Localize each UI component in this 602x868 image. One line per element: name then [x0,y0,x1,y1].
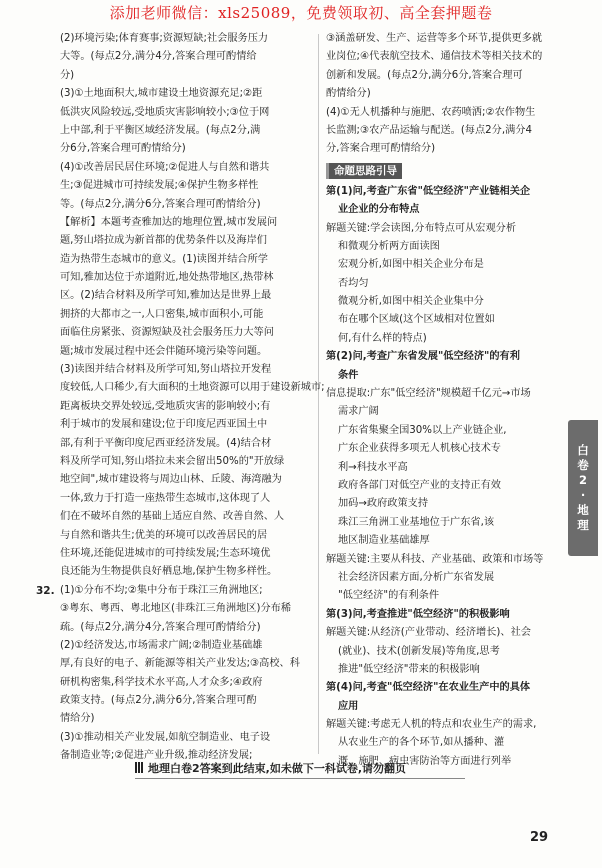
side-tab-char: 白 [577,443,589,457]
answer-line [60,159,312,177]
answer-line-text: 何,有什么样的特点) [338,332,427,344]
answer-line [326,716,556,734]
answer-line [60,251,312,269]
answer-line-text: 应用 [338,700,359,712]
answer-line-text: (3)①推动相关产业发展,如航空制造业、电子设 [60,731,271,743]
answer-line-text: 备制造业等;②促进产业升级,推动经济发展; [60,750,253,762]
end-note-text: 地理白卷2答案到此结束,如未做下一科试卷,请勿翻页 [148,762,407,775]
answer-line [60,453,312,471]
question-number: 32. [36,584,55,597]
answer-line-text: 社会经济因素方面,分析广东省发展 [338,571,495,583]
answer-line [326,238,556,256]
answer-line-text: 需求广阔 [338,406,379,418]
answer-line [60,545,312,563]
answer-line [60,416,312,434]
side-tab-char: 2 [578,473,587,487]
answer-line [60,674,312,692]
answer-line-text: "低空经济"的有利条件 [338,590,440,602]
answer-line [326,220,556,238]
answer-line-text: 分6分,答案合理可酌情给分) [60,143,186,155]
answer-line [60,379,325,397]
answer-line [326,643,556,661]
answer-line-text: 溉、施肥、病虫害防治等方面进行列举 [338,755,512,767]
answer-line-text: 解题关键:主要从科技、产业基础、政策和市场等 [326,553,544,565]
answer-line [60,104,312,122]
answer-line-text: 部,有利于平衡印度尼西亚经济发展。(4)结合材 [60,437,272,449]
answer-line [326,104,556,122]
answer-line-text: 第(4)问,考查"低空经济"在农业生产中的具体 [326,682,531,694]
answer-line-text: 题,努山塔拉成为新首都的优势条件以及海岸们 [60,235,267,247]
section-header [326,161,556,181]
column-divider [318,34,319,754]
answer-line-text: 政府各部门对低空产业的支持正有效 [338,479,501,491]
answer-line [326,477,556,495]
barcode-marks-icon [135,760,144,778]
answer-line-text: ③涵盖研发、生产、运营等多个环节,提供更多就 [326,33,543,44]
answer-line [326,85,556,103]
answer-line-text: 【解析】本题考查雅加达的地理位置,城市发展问 [60,216,278,228]
answer-line [326,661,556,679]
page-number: 29 [530,830,549,845]
answer-line [326,624,556,642]
answer-line [36,582,312,600]
answer-line-text: 从农业生产的各个环节,如从播种、灌 [338,737,505,749]
answer-line [60,361,312,379]
answer-line [60,490,312,508]
answer-line-text: 与自然和谐共生;优美的环境可以改善居民的居 [60,529,268,541]
answer-line [326,606,556,624]
answer-line-text: 条件 [338,369,359,381]
answer-line [326,514,556,532]
answer-line [60,729,312,747]
answer-line [60,269,312,287]
answer-line [60,655,312,673]
answer-line-text: 珠江三角洲工业基地位于广东省,该 [338,516,495,528]
answer-line-text: 业岗位;④代表航空技术、通信技术等相关技术的 [326,51,543,63]
answer-line-text: 题;城市发展过程中还会伴随环境污染等问题。 [60,345,268,357]
answer-line-text: (1)①分布不均;②集中分布于珠江三角洲地区; [60,584,263,596]
answer-line [326,495,556,513]
answer-line-text: (4)①改善居民居住环境;②促进人与自然和谐共 [60,161,270,173]
answer-line-text: 解题关键:从经济(产业带动、经济增长)、社会 [326,627,531,639]
answer-line-text: 良还能为生物提供良好栖息地,保护生物多样性。 [60,566,278,578]
end-of-answers-note [135,760,465,779]
answer-line-text: 和微观分析两方面读图 [338,240,440,252]
answer-line [60,48,312,66]
answer-line-text: 们在不破坏自然的基础上适应自然、改善自然、人 [60,511,285,523]
answer-line [326,293,556,311]
answer-line-text: (2)环境污染;体育赛事;资源短缺;社会服务压力 [60,33,269,44]
answer-line-text: 广东企业获得多项无人机核心技术专 [338,443,501,455]
answer-line [60,306,312,324]
answer-line [326,48,556,66]
answer-line [326,122,556,140]
answer-line [326,275,556,293]
answer-line-text: 第(1)问,考查广东省"低空经济"产业链相关企 [326,185,531,197]
answer-line [326,201,556,219]
answer-line [326,256,556,274]
answer-line [326,459,556,477]
answer-line-text: 研机构密集,科学技术水平高,人才众多;④政府 [60,676,263,688]
answer-line-text: 业企业的分布特点 [338,204,420,216]
answer-line-text: 利于城市的发展和建设;位于印度尼西亚国土中 [60,419,268,431]
answer-line-text: 疏。(每点2分,满分4分,答案合理可酌情给分) [60,621,261,633]
side-tab-char: · [580,488,586,502]
answer-line-text: 解题关键:考虑无人机的特点和农业生产的需求, [326,719,537,731]
answer-line-text: 第(3)问,考查推进"低空经济"的积极影响 [326,608,510,620]
answer-line-text: 政策支持。(每点2分,满分6分,答案合理可酌 [60,695,257,707]
answer-column-right [326,30,556,771]
answer-line [60,67,312,85]
answer-column-left [36,30,325,766]
answer-line-text: 微观分析,如图中相关企业集中分 [338,296,484,308]
answer-line-text: 信息提取:广东"低空经济"规模超千亿元→市场 [326,388,531,400]
answer-line-text: 等。(每点2分,满分6分,答案合理可酌情给分) [60,198,261,210]
answer-line [326,330,556,348]
answer-line-text: 否均匀 [338,277,369,289]
answer-line-text: (4)①无人机播种与施肥、农药喷洒;②农作物生 [326,106,536,118]
answer-line-text: 生;③促进城市可持续发展;④保护生物多样性 [60,180,259,192]
answer-line-text: 度较低,人口稀少,有大面积的土地资源可以用于建设新城市; [60,382,325,394]
side-tab-char: 地 [577,503,589,517]
answer-line [60,692,312,710]
subject-side-tab [568,420,598,556]
answer-line [326,403,556,421]
side-tab-char: 理 [577,518,589,532]
answer-line-text: 地区制造业基础雄厚 [338,535,430,547]
answer-line [60,710,312,728]
answer-line [326,140,556,158]
answer-line [60,600,312,618]
answer-line-text: 一体,致力于打造一座热带生态城市,这体现了人 [60,492,271,504]
section-header-label: 命题思路引导 [326,163,402,179]
answer-line-text: 可知,雅加达位于赤道附近,地处热带地区,热带林 [60,272,274,284]
answer-line [60,343,312,361]
answer-line [60,214,312,232]
answer-line [326,183,556,201]
side-tab-char: 卷 [577,458,589,472]
answer-line-text: 地空间",城市建设将与周边山林、丘陵、海湾融为 [60,474,282,486]
answer-line [326,440,556,458]
answer-line [326,67,556,85]
answer-line-text: 广东省集聚全国30%以上产业链企业, [338,424,507,436]
answer-line-text: 拥挤的大都市之一,人口密集,城市面积小,可能 [60,308,264,320]
answer-line-text: (就业)、技术(创新发展)等角度,思考 [338,645,500,657]
answer-line [326,698,556,716]
answer-line-text: 分,答案合理可酌情给分) [326,143,436,155]
answer-line-text: 宏观分析,如图中相关企业分布是 [338,259,484,271]
answer-line-text: 加码→政府政策支持 [338,498,429,510]
answer-line-text: 大等。(每点2分,满分4分,答案合理可酌情给 [60,51,257,63]
answer-line-text: 第(2)问,考查广东省发展"低空经济"的有利 [326,351,520,363]
answer-line-text: 厚,有良好的电子、新能源等相关产业发达;③高校、科 [60,658,300,670]
answer-line [326,422,556,440]
answer-line-text: 长监测;③农产品运输与配送。(每点2分,满分4 [326,124,532,136]
answer-line-text: (3)读图并结合材料及所学可知,努山塔拉开发程 [60,364,272,376]
answer-line-text: 推进"低空经济"带来的积极影响 [338,663,480,675]
answer-line [60,619,312,637]
answer-line [326,587,556,605]
answer-line [60,398,312,416]
answer-line-text: 造为热带生态城市的意义。(1)读图并结合所学 [60,253,268,265]
answer-line [60,287,312,305]
answer-line [60,527,312,545]
answer-line-text: 料及所学可知,努山塔拉未来会留出50%的"开放绿 [60,455,285,467]
answer-line-text: 上中部,利于平衡区域经济发展。(每点2分,满 [60,124,261,136]
answer-line-text: 分) [60,69,75,81]
answer-line-text: ③粤东、粤西、粤北地区(非珠江三角洲地区)分布稀 [60,603,292,615]
answer-line-text: 住环境,还能促进城市的可持续发展;生态环境优 [60,547,271,559]
answer-line [326,385,556,403]
answer-line [60,471,312,489]
answer-line [60,85,312,103]
answer-line [326,569,556,587]
answer-line [60,30,312,48]
answer-line [326,30,556,48]
answer-line [60,435,312,453]
answer-line-text: 情给分) [60,713,95,725]
answer-line [326,311,556,329]
answer-line [60,563,312,581]
answer-line [60,122,312,140]
answer-line-text: 酌情给分) [326,88,371,100]
answer-line [326,734,556,752]
answer-line [326,679,556,697]
answer-line-text: (2)①经济发达,市场需求广阔;②制造业基础雄 [60,639,263,651]
answer-line [60,232,312,250]
answer-line-text: 解题关键:学会读图,分布特点可从宏观分析 [326,222,517,234]
answer-line [326,348,556,366]
answer-line-text: 利→科技水平高 [338,461,408,473]
answer-line-text: 低洪灾风险较远,受地质灾害影响较小;③位于网 [60,106,270,118]
answer-line-text: 区。(2)结合材料及所学可知,雅加达是世界上最 [60,290,272,302]
answer-line [326,367,556,385]
answer-line [60,140,312,158]
answer-line [60,196,312,214]
answer-line [326,551,556,569]
promo-banner: 添加老师微信：xls25089，免费领取初、高全套押题卷 [109,4,493,22]
answer-line-text: (3)①土地面积大,城市建设土地资源充足;②距 [60,88,263,100]
answer-line [60,508,312,526]
answer-line-text: 面临住房紧张、资源短缺及社会服务压力大等问 [60,327,274,339]
answer-line [326,532,556,550]
answer-line [60,177,312,195]
answer-line-text: 布在哪个区域(这个区域相对位置如 [338,314,495,326]
answer-line-text: 创新和发展。(每点2分,满分6分,答案合理可 [326,69,523,81]
answer-line [60,324,312,342]
answer-line-text: 距离板块交界处较远,受地质灾害的影响较小;有 [60,400,271,412]
answer-line [60,637,312,655]
